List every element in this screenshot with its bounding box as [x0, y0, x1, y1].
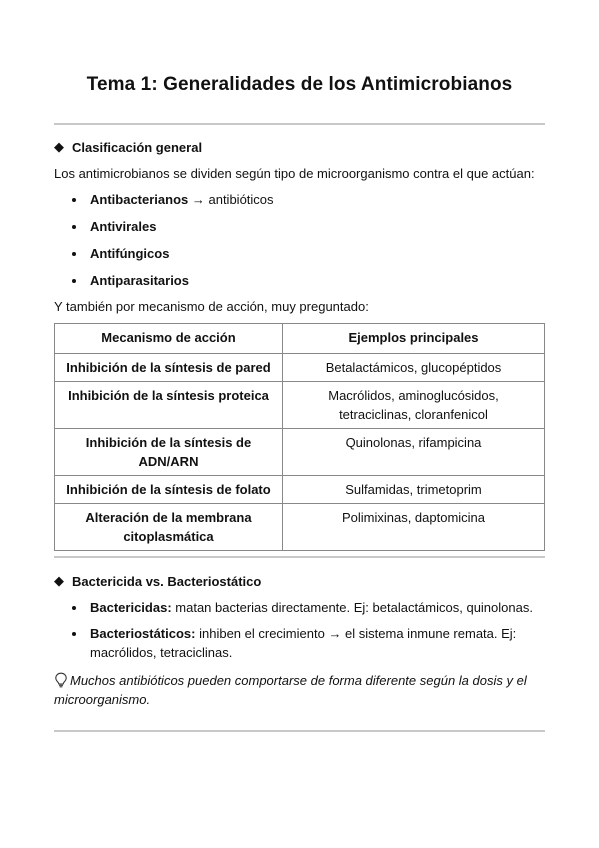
list-item	[54, 271, 545, 298]
section-heading-bactericida	[54, 573, 261, 589]
item-bold: Antibacterianos	[90, 192, 189, 207]
divider	[54, 730, 545, 732]
divider	[54, 556, 545, 558]
item-rest: inhiben el crecimiento → el sistema inmune remata. Ej: macrólidos, tetraciclinas.	[90, 626, 517, 660]
table-cell-examples: Sulfamidas, trimetoprim	[283, 476, 545, 504]
mechanism-intro: Y también por mecanismo de acción, muy preguntado:	[54, 299, 369, 314]
note-text: Muchos antibióticos pueden comportarse de forma diferente según la dosis y el microorganismo.	[54, 673, 527, 707]
bullet-icon	[72, 606, 76, 610]
bullet-icon	[72, 279, 76, 283]
item-bold: Antifúngicos	[90, 246, 170, 261]
section-heading-label: Bactericida vs. Bacteriostático	[72, 573, 262, 589]
table-cell-mechanism: Inhibición de la síntesis de folato	[55, 476, 283, 504]
item-rest: matan bacterias directamente. Ej: betalactámicos, quinolonas.	[171, 600, 533, 615]
list-item	[54, 624, 545, 662]
list-item	[54, 598, 545, 617]
section-heading-label: Clasificación general	[72, 139, 203, 155]
table-header-row	[55, 324, 545, 354]
item-bold: Bacteriostáticos:	[90, 626, 196, 641]
table-row	[55, 476, 545, 504]
bullet-icon	[72, 632, 76, 636]
table-cell-mechanism: Inhibición de la síntesis proteica	[55, 382, 283, 429]
bullet-icon	[72, 198, 76, 202]
lightbulb-icon	[54, 672, 68, 688]
bullet-icon	[72, 252, 76, 256]
microorganism-list	[54, 190, 545, 298]
item-bold: Bactericidas:	[90, 600, 172, 615]
intro-paragraph: Los antimicrobianos se dividen según tipo de microorganismo contra el que actúan:	[54, 166, 535, 181]
table-cell-mechanism: Inhibición de la síntesis de ADN/ARN	[55, 429, 283, 476]
table-cell-examples: Quinolonas, rifampicina	[283, 429, 545, 476]
list-item	[54, 190, 545, 217]
diamond-icon: ◆	[54, 573, 64, 588]
table-row	[55, 382, 545, 429]
table-row	[55, 504, 545, 551]
table-cell-mechanism: Alteración de la membrana citoplasmática	[55, 504, 283, 551]
item-arrow: →	[188, 192, 209, 207]
note-paragraph	[54, 671, 545, 709]
list-item	[54, 217, 545, 244]
diamond-icon: ◆	[54, 139, 64, 154]
action-type-list	[54, 598, 545, 662]
page-title: Tema 1: Generalidades de los Antimicrobianos	[86, 74, 513, 95]
bullet-icon	[72, 225, 76, 229]
table-cell-mechanism: Inhibición de la síntesis de pared	[55, 354, 283, 382]
table-cell-examples: Betalactámicos, glucopéptidos	[283, 354, 545, 382]
item-bold: Antivirales	[90, 219, 157, 234]
table-row	[55, 429, 545, 476]
item-rest: antibióticos	[208, 192, 274, 207]
table-cell-examples: Macrólidos, aminoglucósidos, tetraciclinas, cloranfenicol	[283, 382, 545, 429]
table-header-cell: Mecanismo de acción	[55, 324, 283, 354]
table-header-cell: Ejemplos principales	[283, 324, 545, 354]
item-bold: Antiparasitarios	[90, 273, 189, 288]
table-row	[55, 354, 545, 382]
section-heading-clasificacion	[54, 139, 202, 155]
table-cell-examples: Polimixinas, daptomicina	[283, 504, 545, 551]
divider	[54, 123, 545, 125]
mechanism-table	[54, 323, 545, 551]
list-item	[54, 244, 545, 271]
